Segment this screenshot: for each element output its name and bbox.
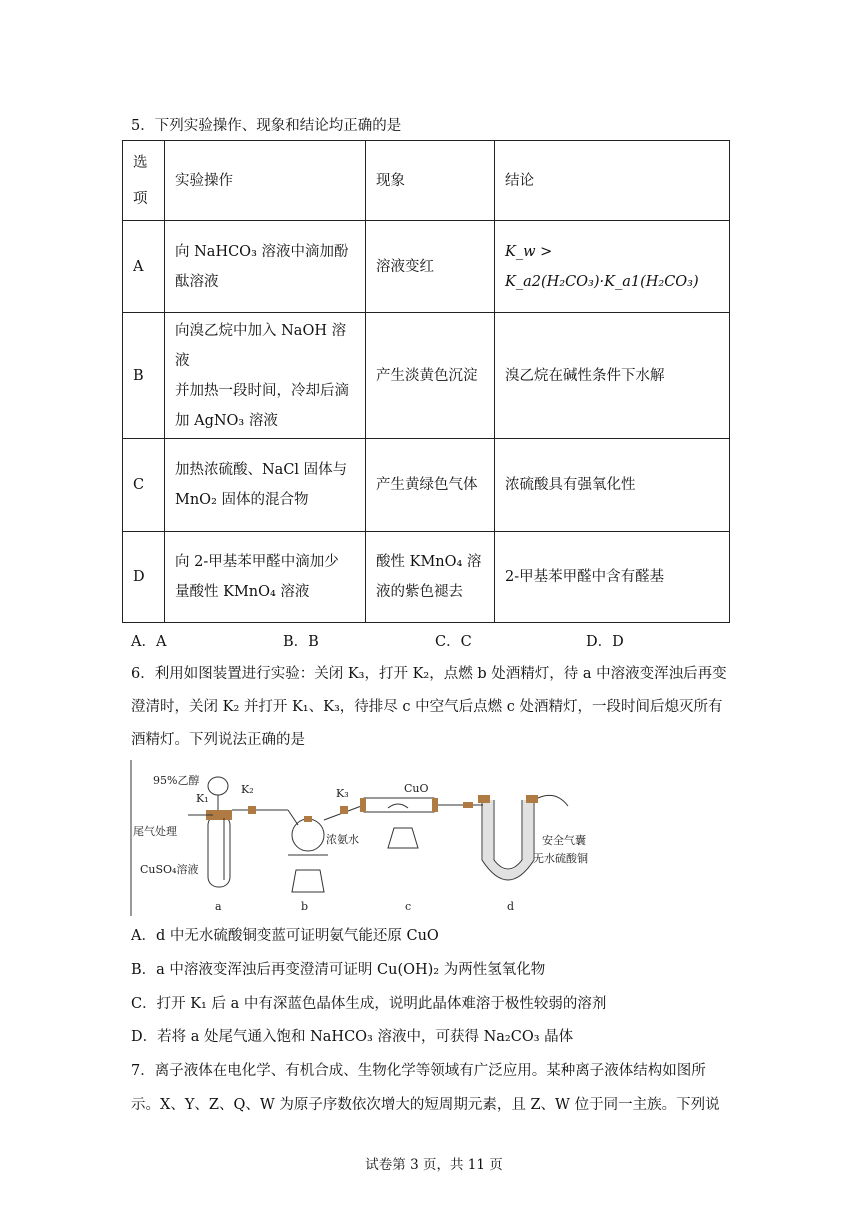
row-operation: 向 NaHCO₃ 溶液中滴加酚 酞溶液 bbox=[165, 221, 366, 313]
row-phenomenon: 产生淡黄色沉淀 bbox=[366, 313, 495, 439]
header-option: 选 项 bbox=[123, 141, 165, 221]
burner-c-icon bbox=[388, 828, 418, 848]
k3-valve-icon bbox=[340, 806, 348, 814]
q6-stem-line3: 酒精灯。下列说法正确的是 bbox=[131, 732, 305, 748]
label-b: b bbox=[301, 900, 309, 913]
label-tail-gas: 尾气处理 bbox=[133, 825, 177, 838]
q6-option-d[interactable]: D．若将 a 处尾气通入饱和 NaHCO₃ 溶液中，可获得 Na₂CO₃ 晶体 bbox=[131, 1029, 574, 1045]
row-phenomenon: 产生黄绿色气体 bbox=[366, 439, 495, 532]
sep-funnel-icon bbox=[208, 777, 228, 795]
label-cuso4: CuSO₄溶液 bbox=[140, 863, 199, 876]
q5-stem: 5．下列实验操作、现象和结论均正确的是 bbox=[131, 118, 402, 134]
q6-option-c[interactable]: C．打开 K₁ 后 a 中有深蓝色晶体生成，说明此晶体难溶于极性较弱的溶剂 bbox=[131, 996, 607, 1012]
label-c: c bbox=[405, 900, 412, 913]
q7-stem-line1: 7．离子液体在电化学、有机合成、生物化学等领域有广泛应用。某种离子液体结构如图所 bbox=[131, 1063, 706, 1079]
q5-table bbox=[122, 140, 730, 623]
row-operation: 向溴乙烷中加入 NaOH 溶液 并加热一段时间，冷却后滴 加 AgNO₃ 溶液 bbox=[165, 313, 366, 439]
table-row bbox=[123, 313, 730, 439]
q5-option-b[interactable]: B．B bbox=[283, 634, 319, 650]
header-operation: 实验操作 bbox=[165, 141, 366, 221]
safety-bag-icon bbox=[538, 795, 568, 806]
q5-option-c[interactable]: C．C bbox=[435, 634, 472, 650]
burner-b-icon bbox=[292, 870, 324, 892]
q6-stem-line2: 澄清时，关闭 K₂ 并打开 K₁、K₃，待排尽 c 中空气后点燃 c 处酒精灯，一段时间后熄灭所有 bbox=[131, 699, 723, 715]
q6-stem-line1: 6．利用如图装置进行实验：关闭 K₃，打开 K₂，点燃 b 处酒精灯，待 a 中溶液变浑浊后再变 bbox=[131, 666, 727, 682]
label-d: d bbox=[507, 900, 515, 913]
q7-stem-line2: 示。X、Y、Z、Q、W 为原子序数依次增大的短周期元素，且 Z、W 位于同一主族。下列说 bbox=[131, 1097, 720, 1113]
label-cuo: CuO bbox=[404, 782, 429, 795]
row-operation: 加热浓硫酸、NaCl 固体与 MnO₂ 固体的混合物 bbox=[165, 439, 366, 532]
table-row bbox=[123, 532, 730, 623]
label-ammonia: 浓氨水 bbox=[326, 833, 359, 846]
tube-a-icon bbox=[208, 815, 230, 887]
row-phenomenon: 酸性 KMnO₄ 溶 液的紫色褪去 bbox=[366, 532, 495, 623]
label-ethanol: 95%乙醇 bbox=[153, 774, 200, 787]
label-a: a bbox=[215, 900, 222, 913]
row-option: A bbox=[123, 221, 165, 313]
table-row bbox=[123, 221, 730, 313]
label-anhydrous: 无水硫酸铜 bbox=[533, 852, 588, 865]
label-k1: K₁ bbox=[196, 792, 209, 805]
row-option: D bbox=[123, 532, 165, 623]
label-k2: K₂ bbox=[241, 783, 254, 796]
row-option: B bbox=[123, 313, 165, 439]
q6-option-b[interactable]: B．a 中溶液变浑浊后再变澄清可证明 Cu(OH)₂ 为两性氢氧化物 bbox=[131, 962, 546, 978]
row-conclusion: 溴乙烷在碱性条件下水解 bbox=[495, 313, 730, 439]
q5-option-d[interactable]: D．D bbox=[586, 634, 624, 650]
q5-option-a[interactable]: A．A bbox=[131, 634, 167, 650]
row-conclusion: 2-甲基苯甲醛中含有醛基 bbox=[495, 532, 730, 623]
apparatus-figure bbox=[128, 760, 718, 918]
flask-b-icon bbox=[292, 819, 324, 851]
label-safety-bag: 安全气囊 bbox=[542, 834, 586, 847]
header-phenomenon: 现象 bbox=[366, 141, 495, 221]
q6-option-a[interactable]: A．d 中无水硫酸铜变蓝可证明氨气能还原 CuO bbox=[131, 928, 439, 944]
label-k3: K₃ bbox=[336, 787, 349, 800]
header-conclusion: 结论 bbox=[495, 141, 730, 221]
k2-valve-icon bbox=[248, 806, 256, 814]
row-conclusion: 浓硫酸具有强氧化性 bbox=[495, 439, 730, 532]
row-conclusion: K_w > K_a2(H₂CO₃)·K_a1(H₂CO₃) bbox=[495, 221, 730, 313]
table-row bbox=[123, 439, 730, 532]
row-phenomenon: 溶液变红 bbox=[366, 221, 495, 313]
page-footer: 试卷第 3 页，共 11 页 bbox=[365, 1157, 503, 1173]
tube-c-icon bbox=[364, 798, 434, 812]
row-operation: 向 2-甲基苯甲醛中滴加少 量酸性 KMnO₄ 溶液 bbox=[165, 532, 366, 623]
row-option: C bbox=[123, 439, 165, 532]
